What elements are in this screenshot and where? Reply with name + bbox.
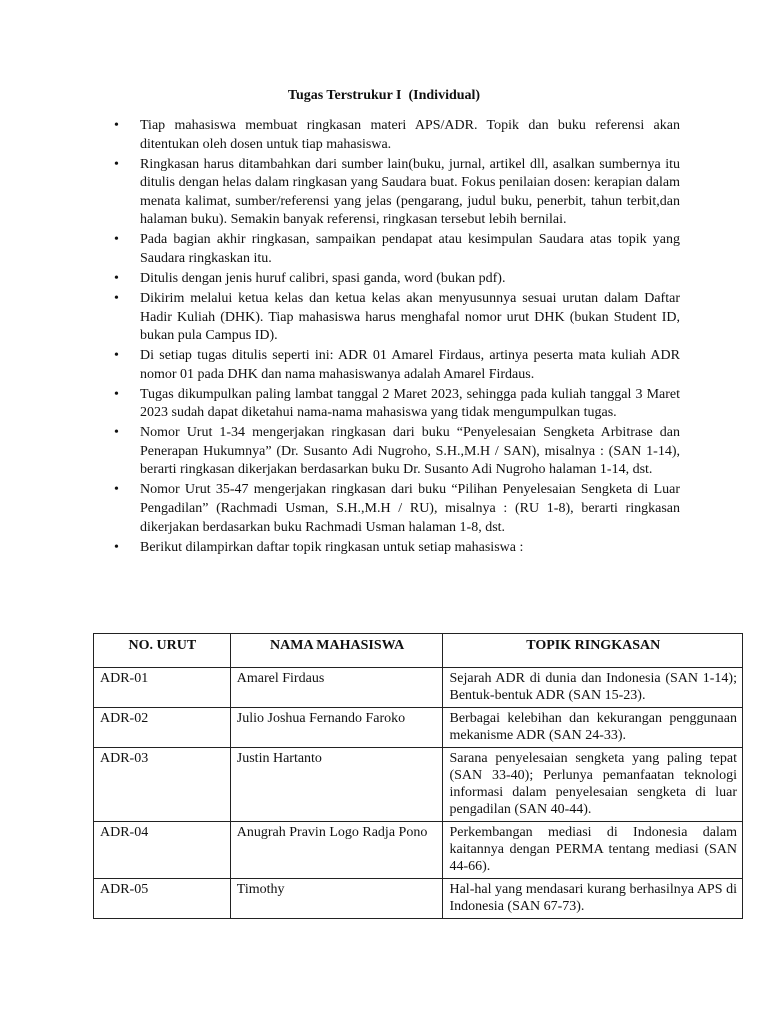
instruction-text: • Tiap mahasiswa membuat ringkasan materi APS/ADR. Topik dan buku referensi akan ditentukan oleh dosen untuk tiap mahasiswa. — [140, 118, 680, 152]
table-header-row — [94, 634, 743, 668]
table-row — [94, 879, 743, 919]
instruction-item — [104, 481, 680, 537]
cell-nama: Anugrah Pravin Logo Radja Pono — [230, 822, 443, 879]
instruction-text: • Ringkasan harus ditambahkan dari sumber lain(buku, jurnal, artikel dll, asalkan sumbernya itu ditulis dengan helas dalam ringkasan yang Saudara buat. Fokus penilaian dosen: kerapian dalam menata kalimat, sumber/referensi yang jelas (pengarang, judul buku, penerbit, tahun terbit,dan halaman buku). Semakin banyak referensi, ringkasan tersebut lebih bernilai. — [140, 156, 680, 228]
cell-no-urut: ADR-03 — [94, 748, 231, 822]
cell-topik: Berbagai kelebihan dan kekurangan penggunaan mekanisme ADR (SAN 24-33). — [443, 708, 743, 748]
instruction-item — [104, 424, 680, 480]
instruction-text: • Ditulis dengan jenis huruf calibri, spasi ganda, word (bukan pdf). — [140, 270, 506, 286]
cell-nama: Julio Joshua Fernando Faroko — [230, 708, 443, 748]
instruction-item — [104, 270, 680, 289]
instruction-item — [104, 231, 680, 268]
cell-nama: Amarel Firdaus — [230, 668, 443, 708]
instruction-text: • Berikut dilampirkan daftar topik ringkasan untuk setiap mahasiswa : — [140, 539, 524, 555]
header-nama-mahasiswa: NAMA MAHASISWA — [230, 634, 443, 668]
instruction-text: • Nomor Urut 1-34 mengerjakan ringkasan dari buku “Penyelesaian Sengketa Arbitrase dan Penerapan Hukumnya” (Dr. Susanto Adi Nugroho, S.H.,M.H / SAN), misalnya : (SAN 1-14), berarti ringkasan dikerjakan berdasarkan buku Dr. Susanto Adi Nugroho halaman 1-14, dst. — [140, 425, 680, 478]
cell-nama: Timothy — [230, 879, 443, 919]
instruction-text: • Tugas dikumpulkan paling lambat tanggal 2 Maret 2023, sehingga pada kuliah tanggal 3 Maret 2023 sudah dapat diketahui nama-nama mahasiswa yang tidak mengumpulkan tugas. — [140, 386, 680, 421]
instruction-text: • Dikirim melalui ketua kelas dan ketua kelas akan menyusunnya sesuai urutan dalam Daftar Hadir Kuliah (DHK). Tiap mahasiswa harus menghafal nomor urut DHK (bukan Student ID, bukan pula Campus ID). — [140, 290, 680, 344]
instruction-item — [104, 347, 680, 384]
instruction-text: • Nomor Urut 35-47 mengerjakan ringkasan dari buku “Pilihan Penyelesaian Sengketa di Luar Pengadilan” (Rachmadi Usman, S.H.,M.H / RU), misalnya : (RU 1-8), berarti ringkasan dikerjakan berdasarkan buku Rachmadi Usman halaman 1-8, dst. — [140, 482, 680, 535]
instruction-item — [104, 539, 680, 558]
table-row — [94, 748, 743, 822]
header-no-urut: NO. URUT — [94, 634, 231, 668]
instruction-text: • Di setiap tugas ditulis seperti ini: ADR 01 Amarel Firdaus, artinya peserta mata kuliah ADR nomor 01 pada DHK dan nama mahasiswanya adalah Amarel Firdaus. — [140, 348, 680, 382]
cell-no-urut: ADR-04 — [94, 822, 231, 879]
document-title: Tugas Terstrukur I (Individual) — [287, 88, 481, 103]
table-row — [94, 822, 743, 879]
instruction-item — [104, 156, 680, 230]
instruction-text: • Pada bagian akhir ringkasan, sampaikan pendapat atau kesimpulan Saudara atas topik yang Saudara ringkaskan itu. — [140, 232, 680, 266]
cell-no-urut: ADR-02 — [94, 708, 231, 748]
cell-topik: Perkembangan mediasi di Indonesia dalam kaitannya dengan PERMA tentang mediasi (SAN 44-66). — [443, 822, 743, 879]
cell-nama: Justin Hartanto — [230, 748, 443, 822]
instruction-item — [104, 290, 680, 346]
cell-no-urut: ADR-05 — [94, 879, 231, 919]
table-row — [94, 708, 743, 748]
cell-topik: Sejarah ADR di dunia dan Indonesia (SAN 1-14); Bentuk-bentuk ADR (SAN 15-23). — [443, 668, 743, 708]
instruction-list — [104, 117, 680, 559]
instruction-item — [104, 386, 680, 423]
cell-topik: Sarana penyelesaian sengketa yang paling tepat (SAN 33-40); Perlunya pemanfaatan teknologi informasi dalam penyelesaian sengketa di luar pengadilan (SAN 40-44). — [443, 748, 743, 822]
instruction-item — [104, 117, 680, 154]
topic-table — [93, 633, 743, 919]
cell-topik: Hal-hal yang mendasari kurang berhasilnya APS di Indonesia (SAN 67-73). — [443, 879, 743, 919]
table-row — [94, 668, 743, 708]
header-topik-ringkasan: TOPIK RINGKASAN — [443, 634, 743, 668]
cell-no-urut: ADR-01 — [94, 668, 231, 708]
